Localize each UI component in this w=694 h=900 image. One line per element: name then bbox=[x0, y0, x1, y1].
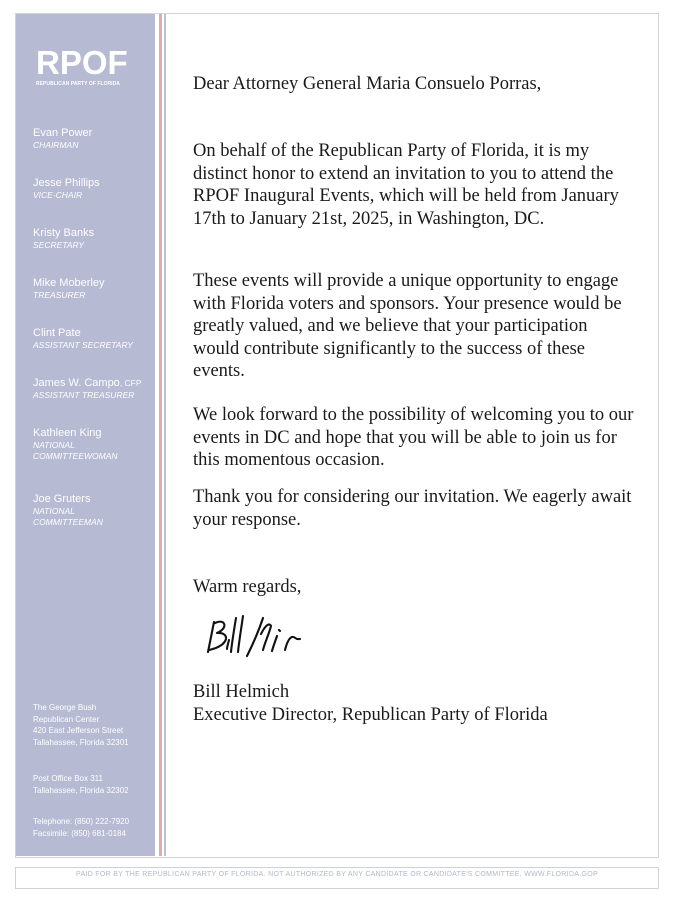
officer-title-line2: COMMITTEEMAN bbox=[33, 517, 103, 527]
address-line: Post Office Box 311 bbox=[33, 774, 103, 783]
handwritten-signature bbox=[205, 612, 335, 660]
address-line: Tallahassee, Florida 32301 bbox=[33, 737, 129, 747]
telephone: Telephone: (850) 222-7920 bbox=[33, 817, 130, 826]
letter-paragraph: These events will provide a unique opportunity to engage with Florida voters and sponsors. Your presence would be greatly valued, and we believe that your participation would contribute significantly to the success of these events. bbox=[193, 271, 622, 381]
officer-title: ASSISTANT TREASURER bbox=[33, 390, 135, 400]
mailing-address bbox=[33, 702, 129, 748]
officer-title: CHAIRMAN bbox=[33, 140, 79, 150]
officer-name: James W. Campo bbox=[33, 377, 120, 389]
footer-disclaimer: PAID FOR BY THE REPUBLICAN PARTY OF FLORIDA. NOT AUTHORIZED BY ANY CANDIDATE OR CANDIDATE'S COMMITTEE. WWW.FLORIDA.GOP bbox=[76, 871, 598, 878]
red-stripe bbox=[159, 14, 162, 856]
officer-assistant-treasurer bbox=[33, 376, 142, 401]
letter-paragraph: On behalf of the Republican Party of Florida, it is my distinct honor to extend an invitation to you to attend the RPOF Inaugural Events, which will be held from January 17th to January 21st, 2025, in Washington, DC. bbox=[193, 141, 619, 229]
officer-vice-chair bbox=[33, 176, 100, 201]
blue-stripe bbox=[164, 14, 166, 856]
officer-title: VICE-CHAIR bbox=[33, 190, 83, 200]
po-box-address bbox=[33, 773, 129, 796]
officer-name: Evan Power bbox=[33, 127, 93, 139]
officer-name: Clint Pate bbox=[33, 327, 81, 339]
officer-name: Jesse Phillips bbox=[33, 177, 100, 189]
logo-subtitle: REPUBLICAN PARTY OF FLORIDA bbox=[36, 81, 120, 87]
logo-text: RPOF bbox=[36, 44, 128, 81]
officer-name: Kristy Banks bbox=[33, 227, 95, 239]
address-line: The George Bush bbox=[33, 703, 97, 712]
contact-numbers bbox=[33, 816, 129, 839]
address-line: Tallahassee, Florida 32302 bbox=[33, 785, 129, 795]
officer-national-committeewoman bbox=[33, 426, 118, 462]
officer-chairman bbox=[33, 126, 92, 151]
rpof-logo bbox=[36, 44, 136, 92]
signer-title: Executive Director, Republican Party of Florida bbox=[193, 705, 548, 725]
signer-name: Bill Helmich bbox=[193, 682, 290, 702]
letter-paragraph: We look forward to the possibility of welcoming you to our events in DC and hope that you will be able to join us for this momentous occasion. bbox=[193, 405, 634, 470]
officer-name: Joe Gruters bbox=[33, 493, 91, 505]
letter-closing: Warm regards, bbox=[193, 577, 302, 597]
officer-name: Kathleen King bbox=[33, 427, 102, 439]
address-line: Republican Center bbox=[33, 714, 100, 724]
officer-assistant-secretary bbox=[33, 326, 133, 351]
officer-name: Mike Moberley bbox=[33, 277, 105, 289]
letter-salutation: Dear Attorney General Maria Consuelo Porras, bbox=[193, 74, 542, 94]
officer-name-row bbox=[33, 376, 142, 390]
address-line: 420 East Jefferson Street bbox=[33, 726, 124, 735]
officer-title-line2: COMMITTEEWOMAN bbox=[33, 451, 118, 461]
officer-title: NATIONAL bbox=[33, 506, 75, 516]
officer-secretary bbox=[33, 226, 94, 251]
officer-title: SECRETARY bbox=[33, 240, 85, 250]
officer-title: NATIONAL bbox=[33, 440, 75, 450]
officer-title: TREASURER bbox=[33, 290, 86, 300]
officer-suffix: , CFP bbox=[119, 378, 142, 388]
officer-treasurer bbox=[33, 276, 105, 301]
officer-national-committeeman bbox=[33, 492, 103, 528]
letter-paragraph: Thank you for considering our invitation. We eagerly await your response. bbox=[193, 487, 632, 530]
facsimile: Facsimile: (850) 681-0184 bbox=[33, 828, 126, 838]
officer-title: ASSISTANT SECRETARY bbox=[33, 340, 133, 350]
